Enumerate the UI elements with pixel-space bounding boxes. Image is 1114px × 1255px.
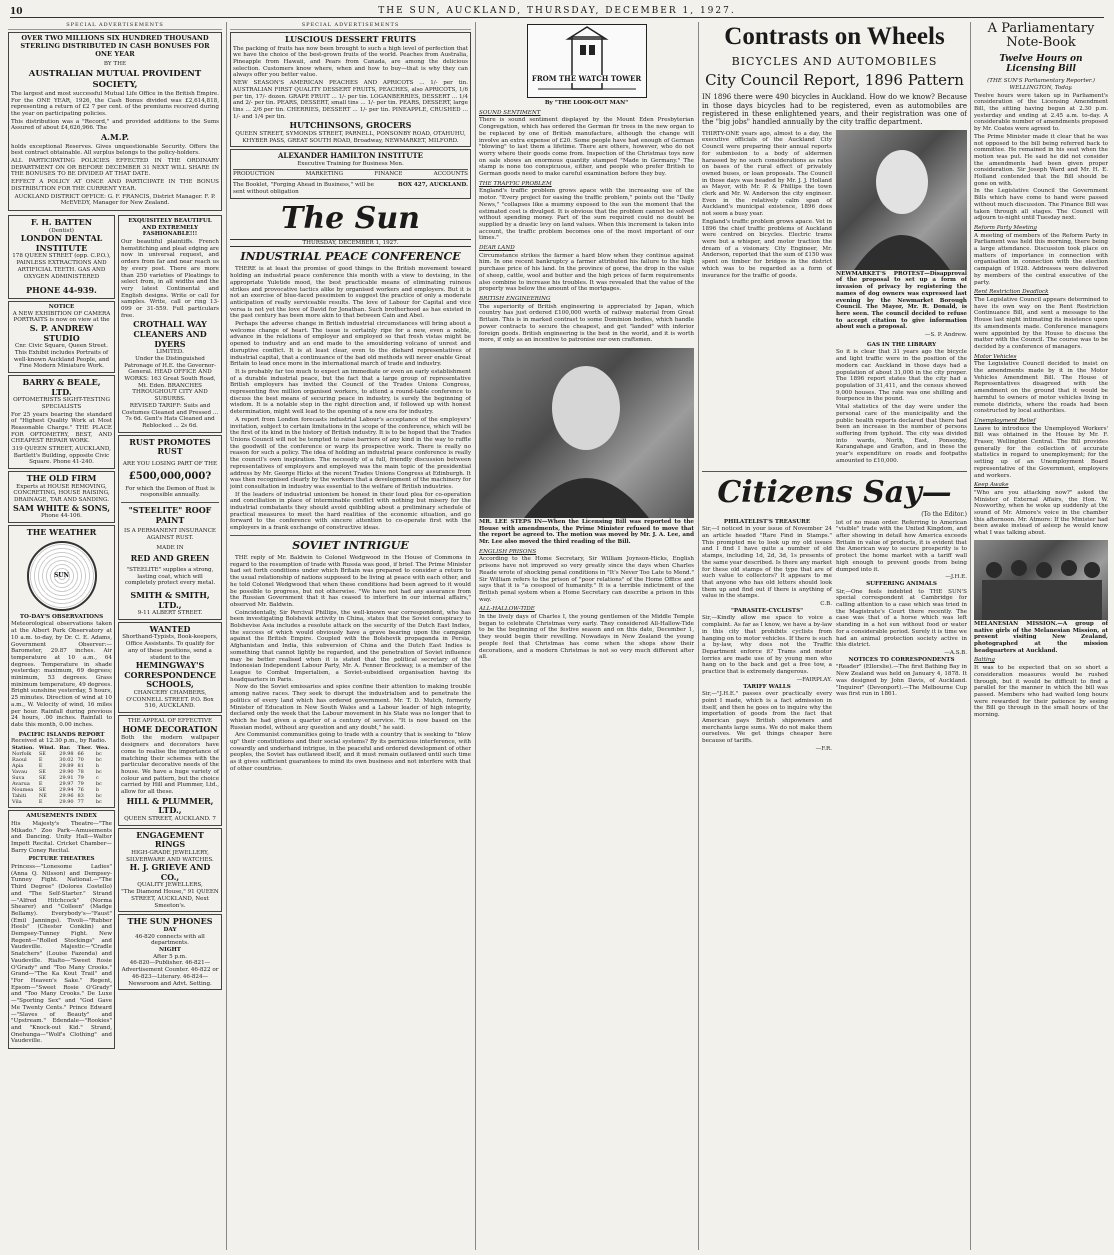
column-watch-tower	[479, 22, 694, 1250]
pacific-cell: Norfolk	[12, 751, 32, 758]
barry-body: For 25 years bearing the standard of "Highest Quality Work at Most Reasonable Charge." THE PLACE FOR OPTOMETRY, BEST, AND CHEAPEST REPAIR WORK.	[11, 411, 112, 445]
feature-body-d: Vital statistics of the day were under the personal care of the municipality and the public health reports declared that there had been an increase in the number of persons suffering from typhoid. The city was divided into wards, North, East, Ponsonby, Karangahape and Grafton, and in these the year's expenditure on roads and footpaths amounted to £10,000.	[836, 404, 967, 464]
photo-mr-lee	[479, 348, 694, 518]
parl-para-1: Twelve hours were taken up in Parliament's consideration of the Licensing Amendment Bill, the sitting having begun at 2.30 p.m. yesterday and ending at 2.45 a.m. to-day. A considerable number of amendments proposed by Mr. Coates were agreed to.	[974, 92, 1108, 133]
pacific-cell: 29.97	[59, 781, 74, 788]
watch-tower-logo	[527, 24, 647, 98]
andrew-studio-name: S. P. ANDREW STUDIO	[29, 322, 94, 343]
rust-question: ARE YOU LOSING PART OF THE	[122, 460, 218, 467]
pacific-cell: bc	[95, 757, 102, 764]
phones-title: THE SUN PHONES	[127, 916, 213, 927]
tower-label: FROM THE WATCH TOWER	[528, 75, 646, 83]
parl-para-8: "Who are you attacking now?" asked the Minister of External Affairs, the Hon. W. Nosworthy, when he woke up suddenly at the sound of Mr. Atmore's voice in the chamber this afternoon. Mr. Atmore: If the Minister had been awake instead of asleep he would know what I was talking about.	[974, 489, 1108, 537]
amp-para-3: holds exceptional Reserves. Gives unquestionable Security. Offers the best contract obtainable. All surplus belongs to the policy-holders.	[11, 143, 219, 157]
citizens-say-title: Citizens Say—	[717, 475, 952, 511]
parliament-dateline: (THE SUN'S Parliamentary Reporter.) WELLINGTON, Today.	[987, 78, 1095, 91]
pacific-cell: Tahiti	[12, 793, 27, 800]
pacific-header-cell: Wea.	[95, 745, 110, 752]
pacific-cell: E	[38, 781, 43, 788]
weather-title: THE WEATHER	[26, 527, 97, 538]
letter-3-body: Sir,—"J.H.E." passes over practically every point I made, which is a fact admission in itself, and then he goes on to inquire why the importation of goods from the fact that American pays British shipowners and merchants large sums. We do not make them ourselves. We get things cheaper here because of tariffs.	[702, 691, 832, 745]
para-traffic-problem: England's traffic problem grows apace with the increasing use of the motor. "Every project for easing the traffic problem," points out the "Daily News," "collapses like a mummy exposed to the sun the moment that the estimated cost is divulged. It is obvious that the problem cannot be solved without spending money. Part of the sum required could no doubt be supplied by a drastic levy on land values. When this increment is taken into account, the traffic problem becomes one of the most important of our times."	[479, 188, 694, 242]
amusements-box	[8, 810, 115, 1049]
phones-night: NIGHT	[159, 947, 181, 953]
amusements-title: AMUSEMENTS INDEX	[26, 813, 97, 820]
editorial-1-paragraph: THERE is at least the promise of good things in the British movement toward holding an industrial peace conference this month with a view to devising, in the appropriate Yuletide mood, the best practicable means of eliminating ruinous strikes and provocative tactics alike by organised workers and employers. But it is not an exercise of blue-faced pessimism to suggest the practice of only a moderate anticipation of really serviceable results. The love of Labour for Capital and vice versa is not yet the love of David for Jonathan. Such brotherhood as has existed in the past century has been more akin to that between Cain and Abel.	[230, 266, 471, 320]
oldfirm-advert	[8, 471, 115, 523]
parliament-title: A Parliamentary Note-Book	[987, 22, 1095, 51]
sub-dear-land: DEAR LAND	[479, 245, 515, 252]
alex-box: BOX 427, AUCKLAND.	[398, 182, 468, 189]
editorial-2-paragraph: THE reply of Mr. Baldwin to Colonel Wedgwood in the House of Commons in regard to the resumption of trade with Russia was good, if brief. The Prime Minister had set forth conditions under which Britain was prepared to consider a return to the usual relationship of nations supposed to be living at peace with each other, and he told Colonel Wedgwood that when these conditions had been agreed to it would be possible to progress, but not otherwise. "We have not had any assurance from the Russian Government that it has ceased to interfere in our internal affairs," observed Mr. Baldwin.	[230, 555, 471, 608]
column-rule	[970, 22, 971, 1250]
alex-cell: FINANCE	[374, 171, 403, 178]
column-rule	[226, 22, 227, 1250]
amp-headline: OVER TWO MILLIONS SIX HUNDRED THOUSAND STERLING DISTRIBUTED IN CASH BONUSES FOR ONE YEAR	[20, 34, 210, 58]
pictures-body: Princess—"Lonesome Ladies" (Anna Q. Nilsson) and Dempsey-Tunney Fight. National.—"The Third Degree" (Dolores Costello) and "The Self-Starter." Strand—"Alfred Hitchcock" (Norma Shearer) and "Colleen" (Madge Bellamy). Everybody's—"Faust" (Emil Jannings). Tivoli—"Rubber Heels" (Chester Conklin) and Dempsey-Tunney Fight. New Regent—"Rolled Stockings" and Vaudeville. Majestic—"Cradle Snatchers" (Louise Fazenda) and Vaudeville. Rialto—"Sweet Rosie O'Grady" and "Too Many Crooks." Grand—"The Ka Kout Trail" and "For Heaven's Sake." Regent, Epsom—"Sweet Rosie O'Grady" and "Too Many Crooks." De Luxe—"Sporting Sex" and "God Gave Me Twenty Cents." Prince Edward—"Slaves of Beauty" and "Upstream." Edendale—"Rookies" and "Knock-out Kid." Strand, Onehunga—"Wolf's Clothing" and Vaudeville.	[11, 864, 112, 1045]
batten-advert	[8, 215, 115, 299]
alex-cell: ACCOUNTS	[433, 171, 468, 178]
alex-booklet: The Booklet, "Forging Ahead in Business," will be sent without obligation	[233, 182, 374, 195]
andrew-tail: Cnr. Civic Square, Queen Street. This Exhibit includes Portraits of well-known Auckland People, and Fine Modern Miniature Work.	[13, 343, 110, 370]
letter-5-title: NOTICES TO CORRESPONDENTS	[848, 656, 955, 663]
column-feature	[702, 22, 967, 1250]
photo-newmarket-credit: —S. P. Andrew.	[924, 332, 967, 339]
editorial-2-title: SOVIET INTRIGUE	[292, 538, 409, 552]
batten-phone: PHONE 44-939.	[26, 285, 97, 296]
pacific-cell: 83	[77, 793, 84, 800]
grieve-sub: QUALITY JEWELLERS,	[137, 882, 203, 889]
rust-advert	[118, 435, 222, 620]
photo-newmarket-mayor	[836, 130, 967, 270]
tower-illustration	[528, 25, 646, 97]
sub-sound-sentiment: SOUND SENTIMENT	[479, 109, 541, 116]
letter-4-body: Sir,—One feels indebted to THE SUN'S special correspondent at Cambridge for calling attention to a case which was tried in the Magistrate's Court there recently. The case was that of a horse which was left standing in a hot sun without food or water for a considerable period. Surely it is time we had an animal protection society active in this district.	[836, 588, 967, 649]
letter-3-sign: —F.R.	[815, 745, 832, 752]
grieve-advert	[118, 828, 222, 913]
white-name: SAM WHITE & SONS,	[12, 502, 111, 513]
editorial-2-paragraph: Are Communist communities going to trade with a country that is seeking to "blow up" their constitutions and their social systems? By its pernicious interference, with cowardly and underhand intrigue, in the peaceful and ordered development of other peoples, the Soviet has outlawed itself, and it must remain outlawed until such time as it gives sufficient guarantees to mind its own business and not interfere with that of other countries.	[230, 732, 471, 772]
parl-para-9: It was to be expected that on so short a consideration measures would be rushed through, but it would be difficult to find a parallel for the manner in which the bill was passed. Members who had waited long hours were rewarded for their patience by seeing the Bill go through in the small hours of the morning.	[974, 665, 1108, 719]
amp-para-1: The largest and most successful Mutual Life Office in the British Empire. For the ONE YEAR, 1926, the Cash Bonus divided was £2,614,818, representing a return of £2 7 per cent. of the premiums received during the year on participating policies.	[11, 90, 219, 117]
tower-byline: By "THE LOOK-OUT MAN"	[544, 100, 629, 106]
pacific-cell: 76	[77, 787, 84, 794]
amp-para-6: AUCKLAND DISTRICT OFFICE: G. F. FRANCIS, District Manager. F. P. McEVEDY, Manager for New Zealand.	[14, 193, 216, 207]
column-rule	[698, 22, 699, 1250]
pacific-cell: Noumea	[12, 787, 34, 794]
barry-address: 319 QUEEN STREET, AUCKLAND, Bartlett's Building, opposite Civic Square. Phone 41-240.	[12, 446, 111, 466]
pacific-cell: E	[38, 799, 43, 806]
home-body: Both the modern wallpaper designers and decorators have come to realise the importance of matching their schemes with the particular decorative needs of the house. We have a huge variety of colour and pattern, but the choice carried by Hill and Plummer, Ltd., allow for all these.	[121, 735, 219, 796]
phones-night-sub: After 5 p.m.	[153, 953, 187, 960]
para-sound-sentiment: There is sound sentiment displayed by the Mount Eden Presbyterian Congregation, which has ordered the German fir trees in the new organ to be replaced by one of British manufacture, although the change will involve an extra expense of £20. Some people have had enough of German "blowing" to last them a lifetime. There are others, however, who do not worry where their goods come from. Inspection of the Christmas toys now on sale shows an enormous quantity stamped "Made in Germany." The stamp is none too conspicuous, either, and people who prefer British to German goods need to make careful examination before they buy.	[479, 117, 694, 178]
phones-day: DAY	[163, 926, 177, 933]
crothall-body: Our beautiful plaintiffs. French hemstitching and pleat edging are now in universal request, and orders from far and near reach us by every post. There are more than 250 varieties of Pleatings to select from, in all widths and the very latest Continental and English designs. Write or call for samples. Write, call or ring 13-099 or 31-559. Full particulars free.	[121, 239, 219, 319]
crothall-name: CROTHALL WAY CLEANERS AND DYERS	[133, 319, 207, 349]
editorial-1-body	[230, 266, 471, 531]
parl-para-2: The Prime Minister made it clear that he was not opposed to the bill being referred back to committee. He remained in his seat when the motion was put. He said he did not consider the amendments had been given proper consideration. Sir Joseph Ward and Mr. H. E. Holland contended that the Bill should be gone on with.	[974, 133, 1108, 187]
pacific-cell: Vavau	[12, 769, 28, 776]
pacific-cell: 29.89	[59, 763, 74, 770]
pacific-cell: bc	[95, 781, 102, 788]
pacific-cell: E	[38, 757, 43, 764]
engagement-title: ENGAGEMENT RINGS	[136, 829, 204, 850]
fruit-title: LUSCIOUS DESSERT FRUITS	[284, 34, 417, 44]
column-advertisements-left	[8, 22, 222, 1250]
parl-sub-motor: Motor Vehicles	[974, 353, 1017, 360]
feature-headline: Contrasts on Wheels	[724, 23, 945, 50]
editorial-1-paragraph: A report from London forecasts industrial Labour's acceptance of the employers' invitation, subject to certain limitations in the scope of the conference, which will be the first of its kind in the history of British industry. It is to be hoped that the Trades Unions Council will not be tempted to raise barriers of any kind in the way to ruffle the goodwill of the conference or warp its prospective work. There is really no reason for such a policy. The idea of holding an industrial peace conference is really the council's own inspiration. The necessity of a full, friendly discussion between representatives of employers and employed was the main topic of the presidential address by Mr. George Hicks at the recent Trades Unions Congress at Edinburgh. It was then recognised clearly by the workers that a development of the machinery for joint consultation in industry was essential to the welfare of British industries.	[230, 416, 471, 490]
smith-name: SMITH & SMITH, LTD.,	[130, 590, 210, 610]
photo-lee-caption: MR. LEE STEPS IN—When the Licensing Bill was reported to the House with amendments, the Prime Minister refused to move that the report be agreed to. The motion was moved by Mr. J. A. Lee, and Mr. Lee also moved the third reading of the Bill.	[479, 518, 694, 546]
editorial-2-paragraph: Now do the Soviet emissaries and spies confine their attention to making trouble among native races. They seek to disrupt the industrialism and to penetrate the politics of every land which has ordered government. Mr. T. D. Mutch, formerly Minister of Education in New South Wales and a Labour leader of high integrity, declared only the week that the Labour movement in his State was no longer that to which he had given a quarter of a century of service. "It is now based on the Russian model, without any question and any doubt," he said.	[230, 684, 471, 731]
parl-para-6: The Legislative Council decided to insist on the amendments made by it in the Motor Vehicles Amendment Bill. The House of Representatives disagreed with the amendment on the ground that it would be harmful to owners of motor vehicles living in remote districts, where the roads had been constructed by local authorities.	[974, 361, 1108, 415]
letter-2-body: Sir,—Kindly allow me space to voice a complaint. As far as I know, we have a by-law in this city that prohibits cyclists from hanging on to motor vehicles. If there is such a by-law, why does not the Traffic Department enforce it? Trams and motor lorries are made use of by young men who hang on to the back and get a free tow, a practice that is extremely dangerous.	[702, 615, 832, 676]
portrait-silhouette	[836, 130, 967, 270]
steelite-line-3: RED AND GREEN	[130, 553, 210, 564]
crothall-patron: Under the Distinguished Patronage of H.E. the Governor-General. HEAD OFFICE AND WORKS: 163 Great South Road, Mt. Eden. BRANCHES THROUGHOUT CITY AND SUBURBS.	[124, 355, 216, 403]
fruit-firm: HUTCHINSONS, GROCERS	[289, 120, 412, 131]
pacific-cell: 78	[77, 769, 84, 776]
pacific-intro: Received at 12.30 p.m., by Radio.	[11, 738, 107, 745]
pacific-cell: Suva	[12, 775, 25, 782]
letter-3-title: TARIFF WALLS	[743, 683, 791, 690]
pacific-cell: 81	[77, 763, 84, 770]
phones-day-line: 46-820 connects with all departments.	[135, 933, 205, 947]
engagement-sub: HIGH-GRADE JEWELLERY, SILVERWARE AND WATCHES.	[126, 849, 214, 863]
pacific-cell: NE	[38, 793, 47, 800]
pacific-cell: E	[38, 763, 43, 770]
feature-lede: IN 1896 there were 490 bicycles in Auckland. How do we know? Because in those days bicycles had to be registered, even as automobiles are registered in these enlightened years, and their registration was one of the "big jobs" handled annually by the city traffic department.	[702, 93, 967, 127]
crothall-sub: LIMITED.	[156, 349, 184, 356]
letter-1-sign: C.B.	[820, 601, 832, 608]
barry-advert	[8, 375, 115, 469]
sun-logo: The Sun	[281, 200, 420, 236]
pacific-cell: b	[95, 763, 100, 770]
pacific-cell: Raoul	[12, 757, 27, 764]
alexander-advert	[230, 149, 471, 198]
amp-para-2: This distribution was a "Record," and provided additions to the Sums Assured of about £4,626,966. The	[11, 118, 219, 132]
home-appeal: THE APPEAL OF EFFECTIVE	[127, 718, 213, 725]
pacific-cell: Vila	[12, 799, 22, 806]
rust-title: RUST PROMOTES RUST	[129, 436, 211, 457]
para-all-hallow-tide: In the lively days of Charles I, the young gentlemen of the Middle Temple began to celebrate Christmas very early. They considered All-Hallow-Tide to be the beginning of the festive season and on this date, December 1, they would begin their revelling. Nowadays in New Zealand the young people feel that Christmas has come when the shops show their decorations, and a modern Christmas is not so very much different after all.	[479, 614, 694, 661]
pacific-cell: 29.98	[59, 751, 74, 758]
steelite-line-2: MADE IN	[156, 544, 184, 551]
photo-melanesian-caption: MELANESIAN MISSION.—A group of native girls of the Melanesian Mission, at present visiting New Zealand, photographed at the mission headquarters at Auckland.	[974, 620, 1108, 654]
barry-name: BARRY & BEALE, LTD.	[22, 376, 101, 397]
column-editorial	[230, 22, 471, 1250]
pacific-cell: bc	[95, 793, 102, 800]
pacific-cell: 70	[77, 757, 84, 764]
pacific-header-cell: Bar.	[59, 745, 71, 752]
left-subcolumn	[8, 213, 115, 1051]
phones-night-lines: 46-820—Publisher. 46-821—Advertisement Counter. 46-822 or 46-823—Literary. 46-824—Newsroom and Advt. Setting.	[121, 960, 219, 987]
andrew-advert	[8, 301, 115, 373]
parl-sub-rent: Rent Restriction Deadlock	[974, 289, 1049, 296]
sun-date: THURSDAY, DECEMBER 1, 1927.	[230, 239, 471, 248]
alex-sub: Executive Training for Business Men.	[297, 160, 404, 167]
amp-name: AUSTRALIAN MUTUAL PROVIDENT SOCIETY,	[28, 69, 202, 90]
pacific-cell: bc	[95, 769, 102, 776]
editorial-2-paragraph: Coincidentally, Sir Percival Phillips, the well-known war correspondent, who has been investigating Bolshevik activity in China, states that the Soviet conspiracy to Bolshevise Asia includes a resolute attack on the security of the Dutch East Indies, the success of which would obviously have a grave bearing upon the campaign against the British Empire. Coupled with the Bolshevik propaganda in Persia, Afghanistan and India, this subversion of China and the Dutch East Indies is something that cannot lightly be regarded, and the penetration of Soviet influence may be better realised when it is stated that the political secretary of the Indonesian Independent Labour Party, Mr. A. Fenner Brockway, is a member of the League to Combat Imperialism, a Soviet-subsidised organisation having its headquarters in Paris.	[230, 609, 471, 683]
steelite-title: "STEELITE" ROOF PAINT	[128, 505, 212, 525]
pacific-title: PACIFIC ISLANDS REPORT	[18, 731, 105, 738]
fruit-items: NEW SEASON'S AMERICAN PEACHES AND APRICOTS ... 1/- per tin. AUSTRALIAN FIRST QUALITY DESSERT FRUITS, PEACHES, also APRICOTS, 1/6 per tin, 17/- dozen. GRAPE FRUIT ... 1/- per tin. LOGANBERRIES, DESSERT ... 1/4 and 2/- per tin. PEARS, DESSERT, small tins ... 1/- per tin. PEARS, DESSERT, large tins ... 2/6 per tin. CHERRIES, DESSERT ... 1/- per tin. PINEAPPLE, CRUSHED ... 1/- and 1/4 per tin.	[233, 80, 468, 120]
amusements-body: His Majesty's Theatre—"The Mikado." Zoo Park—Amusements and Dancing. Unity Hall—Walter Impett Recital. Cricket Chamber—Barry Coney Recital.	[11, 820, 112, 854]
letter-1-title: PHILATELIST'S TREASURE	[723, 518, 811, 525]
editorial-1-paragraph: Perhaps the adverse change in British industrial circumstances will bring about a welcome change of heart. The issue is certainly ripe for a new, even a noble, advance in the relations of employer and employed so that fresh vistas might be opened to industry and an end made to the smouldering volcano of unrest and disruptive conflict. It is at least clear, even to the diehard representatives of industrial capital, that a continuance of the bad old methods will never enable Great Britain to lead once more in the international march of trade and industry.	[230, 321, 471, 368]
alex-cell: PRODUCTION	[233, 171, 275, 178]
obs-body: Meteorological observations taken at the Albert Park Observatory at 10 a.m. to-day, by Dr. C. E. Adams, Government Observer:— Barometer, 29.87 inches. Air temperature at 10 a.m., 64 degrees. Temperature in shade yesterday: maximum, 69 degrees; minimum, 53 degrees. Grass minimum temperature, 49 degrees. Bright sunshine yesterday, 5 hours, 25 minutes. Direction of wind at 10 a.m., W. Velocity of wind, 16 miles per hour. Rainfall during previous 24 hours, .00 inches. Rainfall to date this month, 0.00 inches.	[11, 621, 112, 728]
obs-title: TO-DAY'S OBSERVATIONS	[19, 613, 104, 620]
photo-newmarket-caption: NEWMARKET'S PROTEST—Disapproval of the proposal to set up a form of invasion of privacy by registering the names of dog owners was expressed last evening by the Newmarket Borough Council. The Mayor, Mr. R. Donald, is here seen. The council decided to refuse to accept citation to give information about such a proposal.	[836, 270, 967, 331]
wanted-title: WANTED	[149, 623, 191, 634]
barry-sub: OPTOMETRISTS SIGHT-TESTING SPECIALISTS	[13, 397, 110, 410]
pacific-cell: 30.02	[59, 757, 74, 764]
para-english-prisons: According to the Home Secretary, Sir William Joynson-Hicks, English prisons have not improved so very greatly since the days when Charles Reade wrote of shocking penal conditions in "It's Never Too Late to Mend." Sir William refers to the prison of "poor relations" of the Home Office and says that it is "a cesspool of humanity." It is a terrible indictment of the British penal system when a Home Secretary can describe a prison in this way.	[479, 556, 694, 603]
group-photo-silhouettes	[974, 540, 1108, 620]
pacific-header-cell: Station.	[12, 745, 35, 752]
feature-body-a: THIRTY-ONE years ago, almost to a day, the executive officials of the Auckland City Council were preparing their annual reports for submission to a body of aldermen harassed by no such considerations as rates on bases of the rural effect of privately owned buses, or loan proposals. The Council in those days was headed by Mr. J. J. Holland as Mayor, with Mr. P. & Phillips the town clerk and Mr. W. Anderson the city engineer. Even in the relatively calm span of Auckland's municipal existence, 1896 does not seem a busy year.	[702, 130, 832, 218]
letter-4-sign: —A.S.B.	[944, 649, 967, 656]
page-number: 10	[10, 7, 23, 17]
letter-5-body: "Reader" (Ellerslie).—The first Bathing Bay in New Zealand was held on January 4, 1878. It was designed by John Davis, of Auckland. "Inquirer" (Devonport).—The Melbourne Cup was first run in 1861.	[836, 664, 967, 698]
weather-emblem	[27, 541, 97, 611]
wanted-body: Shorthand-Typists, Book-keepers, Office Assistants. To qualify for any of these positions, send a student to the	[122, 634, 218, 661]
pacific-header-cell: Ther.	[77, 745, 92, 752]
portrait-silhouette	[479, 348, 694, 518]
smith-address: 9-11 ALBERT STREET.	[137, 610, 203, 617]
parl-para-4: A meeting of members of the Reform Party in Parliament was held this morning, there being a large attendance. Discussion took place on matters of importance in connection with organisation in connection with the election campaign of 1928. Addresses were delivered by members of the central executive of the party.	[974, 232, 1108, 286]
pacific-cell: SE	[38, 787, 46, 794]
column-parliament	[974, 22, 1108, 1250]
alex-cell: MARKETING	[305, 171, 344, 178]
sun-phones-box	[118, 914, 222, 990]
oldfirm-name: THE OLD FIRM	[26, 473, 97, 484]
pacific-cell: 79	[77, 775, 84, 782]
pacific-cell: 29.90	[59, 799, 74, 806]
gas-library-title: GAS IN THE LIBRARY	[866, 341, 937, 348]
parl-sub-reform: Reform Party Meeting	[974, 224, 1037, 231]
feature-body-c: So it is clear that 31 years ago the bicycle and light traffic were in the position of the modern car. Auckland in those days had a population of about 31,000 in the city proper. The 1896 report states that the city had a population of 31,411, and the census showed 9,000 houses. The rate was one shilling and fourpence in the pound.	[836, 349, 967, 403]
steelite-line-1: IS A PERMANENT INSURANCE AGAINST RUST.	[123, 528, 216, 541]
fruit-address: QUEEN STREET, SYMONDS STREET, PARNELL, PONSONBY ROAD, OTAHUHU, KHYBER PASS, GREAT SOUTH ROAD, Broadway, NEWMARKET, MILFORD.	[235, 130, 466, 144]
letter-m1-sign: —J.H.E.	[945, 574, 967, 581]
batten-name: F. H. BATTEN	[30, 216, 93, 227]
fruit-body: The packing of fruits has now been brought to such a high level of perfection that we have the choice of the best-grown fruits of the world. Peaches from Australia, Pineapple from Hawaii, and Pears from Canada, are among the delicious selection. Customers know where, when and how to buy—that is why they can always offer you better value.	[233, 45, 468, 79]
oldfirm-body: Experts at HOUSE REMOVING, CONCRETING, HOUSE RAISING, DRAINAGE, TAR AND SANDING.	[13, 483, 110, 504]
sub-english-prisons: ENGLISH PRISONS	[479, 548, 537, 555]
andrew-notice: NOTICE	[48, 303, 75, 310]
editorial-2-body	[230, 555, 471, 773]
pacific-cell: SE	[38, 751, 46, 758]
letter-1-body: Sir,—I noticed in your issue of November 24 an article headed "Rare Find in Stamps." This prompted me to look up my old issues and I find I have quite a number of old stamps, including 1d, 2d, 3d, 1s presents of the same year described. Is there any market for these old stamps of the type that are of such value to collectors? It appears to me that anyone who has old letters should look them up and find out if there is anything of value in the stamps.	[702, 526, 832, 600]
pacific-row	[11, 799, 112, 805]
section-label: SPECIAL ADVERTISEMENTS	[8, 22, 222, 30]
pacific-cell: SE	[38, 769, 46, 776]
rust-tail: For which the Demon of Rust is responsible annually.	[125, 485, 215, 499]
parl-sub-unemployment: Unemployment Relief	[974, 417, 1036, 424]
pacific-cell: 79	[77, 781, 84, 788]
right-subcolumn	[118, 213, 222, 1051]
parl-sub-batting: Batting	[974, 657, 995, 664]
feature-headline-2: City Council Report, 1896 Pattern	[705, 71, 964, 90]
para-british-engineering: The superiority of British engineering is appreciated by Japan, which country has just ordered £100,000 worth of railway material from Great Britain. This is in marked contrast to some Dominion bodies, which handle power contracts to secure the cheapest, and get "landed" with inferior foreign goods. British engineering is the best in the world, and it is worth more, if only as an incentive to patronise our own craftsmen.	[479, 303, 694, 344]
amp-advert	[8, 32, 222, 211]
grieve-name: H. J. GRIEVE AND CO.,	[129, 862, 211, 882]
white-phone: Phone 44-106.	[41, 513, 82, 520]
batten-sub: (Dentist)	[49, 227, 74, 234]
pictures-title: PICTURE THEATRES	[28, 856, 95, 863]
pacific-cell: 66	[77, 751, 84, 758]
amp-para-4: ALL PARTICIPATING POLICIES EFFECTED IN THE ORDINARY DEPARTMENT ON OR BEFORE DECEMBER 31 NEXT WILL SHARE IN THE BONUSES TO BE DIVIDED AT THAT DATE.	[11, 158, 219, 178]
pacific-cell: b	[95, 787, 100, 794]
pacific-cell: bc	[95, 799, 102, 806]
rust-amount: £500,000,000?	[128, 470, 212, 482]
sub-british-engineering: BRITISH ENGINEERING	[479, 295, 551, 302]
crothall-head: EXQUISITELY BEAUTIFUL AND EXTREMELY FASHIONABLE!!!	[128, 217, 212, 238]
pacific-cell: c	[95, 775, 99, 782]
pacific-header-cell: Wind.	[38, 745, 56, 752]
sub-all-hallow-tide: ALL-HALLOW-TIDE	[479, 606, 535, 613]
section-label: SPECIAL ADVERTISEMENTS	[230, 22, 471, 30]
pacific-cell: Avarua	[12, 781, 30, 788]
masthead	[10, 6, 1104, 18]
parliament-subtitle: Twelve Hours on Licensing Bill	[999, 53, 1083, 75]
batten-institute: LONDON DENTAL INSTITUTE	[20, 233, 103, 253]
pacific-cell: 29.96	[59, 793, 74, 800]
weather-box	[8, 525, 115, 808]
editorial-1-paragraph: It is probably far too much to expect an immediate or even an early establishment of a durable industrial peace, but the fact that a large group of representative British employers has invited the Council of the Trades Unions Congress, representing five million organised workers, to attend a round-table conference to discuss the best means of securing peace in industry, is surely the beginning of wisdom. It is a notable step in the right direction and, if followed up with honest determination, might well lead to the opening of a new era for industry.	[230, 368, 471, 416]
column-rule	[475, 22, 476, 1250]
hemingway-address: CHANCERY CHAMBERS, O'CONNELL STREET. P.O. Box 516, AUCKLAND.	[126, 690, 214, 710]
feature-body-b: England's traffic problem grows apace. Vet in 1896 the chief traffic problems of Auckland were centred on bicycles. Electric trams were but a whisper, and motor traction the dream of a visionary. City Engineer, Mr. Anderson, reported that the sum of £150 was spent on timber for bridges in the district which was to be regarded as a form of insurance for the traffic of goods.	[702, 218, 832, 279]
home-title: HOME DECORATION	[122, 723, 218, 734]
pacific-cell: Apia	[12, 763, 24, 770]
letter-4-title: SUFFERING ANIMALS	[866, 580, 937, 587]
para-dear-land: Circumstance strikes the farmer a hard blow when they continue against him. In one recent bankruptcy a farmer attributed his failure to the high purchase price of his land. In the province of gorse, the drop in the value of sheep, cattle, wool and butter and the high prices of farm requirements also combine to increase his troubles. It was revealed that the value of the property was below the amount of the mortgages.	[479, 252, 694, 293]
alex-title: ALEXANDER HAMILTON INSTITUTE	[278, 151, 423, 161]
masthead-title: THE SUN, AUCKLAND, THURSDAY, DECEMBER 1, 1927.	[378, 6, 736, 16]
feature-subhead: BICYCLES AND AUTOMOBILES	[731, 55, 938, 68]
alex-cells	[233, 169, 468, 180]
hemingway-advert	[118, 622, 222, 713]
pacific-table	[11, 745, 112, 805]
letter-2-title: "PARASITE-CYCLISTS"	[730, 607, 804, 614]
sub-traffic-problem: THE TRAFFIC PROBLEM	[479, 180, 552, 187]
letter-m1-body: lot of no mean order. Referring to American "visible" trade with the United Kingdom, and after showing in detail how America exceeds Britain in value of products, it is evident that the American way to secure prosperity is to protect the home market with a tariff wall high enough to prevent goods from being dumped into it.	[836, 519, 967, 573]
editorial-1-title: INDUSTRIAL PEACE CONFERENCE	[240, 250, 461, 264]
pacific-cell: 29.90	[59, 769, 74, 776]
parl-para-5: The Legislative Council appears determined to have its own way on the Rent Restriction Continuance Bill, and sent a message to the House last night intimating its insistence upon its amendments made. Conference managers were appointed by the House to discuss the matter with the Council. The course was to be decided by a conference of managers.	[974, 296, 1108, 350]
letter-2-sign: —FAIRPLAY.	[796, 676, 832, 683]
weather-emblem-text: SUN	[53, 572, 70, 580]
amp-by: BY THE	[103, 60, 127, 67]
steelite-line-4: "STEELITE" supplies a strong, lasting coat, which will completely protect every metal.	[124, 566, 216, 587]
parl-sub-keep-awake: Keep Awake	[974, 482, 1009, 489]
fruit-advert	[230, 32, 471, 147]
crothall-tariff: REVISED TARIFF: Suits and Costumes Cleaned and Pressed ... 7s 6d. Gent's Hats Cleaned and Reblocked ... 2s 6d.	[121, 402, 219, 429]
hill-advert	[118, 715, 222, 826]
pacific-cell: 77	[77, 799, 84, 806]
hill-name: HILL & PLUMMER, LTD.,	[126, 795, 214, 816]
grieve-address: "The Diamond House," 91 QUEEN STREET, AUCKLAND, Next Smeeton's.	[121, 889, 219, 909]
pacific-cell: 29.94	[59, 787, 74, 794]
pacific-cell: SE	[38, 775, 46, 782]
pacific-cell: bc	[95, 751, 102, 758]
pacific-cell: 29.91	[59, 775, 74, 782]
crothall-advert	[118, 215, 222, 433]
hill-address: QUEEN STREET, AUCKLAND. 7	[124, 816, 216, 822]
hemingway-name: HEMINGWAY'S CORRESPONDENCE SCHOOLS,	[124, 660, 216, 690]
batten-lines: 178 QUEEN STREET (opp. C.P.O.), PAINLESS EXTRACTIONS AND ARTIFICIAL TEETH. GAS AND OXYGEN ADMINISTERED	[12, 253, 111, 280]
parl-para-7: Leave to introduce the Unemployed Workers' Bill was obtained in the House by Mr. F. Fraser, Wellington Central. The Bill provides generally for the collection of accurate statistics in regard to unemployment; for the setting up of an Unemployment Board representative of the Government, employers and workers.	[974, 425, 1108, 479]
editorial-1-paragraph: If the leaders of industrial unionism be honest in their loud plea for co-operation and conciliation in place of interminable conflict with nothing but misery for the industrial combatants they should avoid quibbling about a preliminary schedule of practical measures to meet the hard realities of the economic situation, and go forward to the conference with sincere attention to co-operate first with the employers in a frank exchange of constructive ideas.	[230, 491, 471, 532]
andrew-lines: A NEW EXHIBITION OF CAMERA PORTRAITS is now on view at the	[12, 310, 111, 324]
amp-para-5: EFFECT A POLICY AT ONCE AND PARTICIPATE IN THE BONUS DISTRIBUTION FOR THE CURRENT YEAR.	[11, 179, 219, 192]
parl-para-3: In the Legislative Council the Government Bills which have come to hand were passed without much discussion. The Finance Bill was taken through all stages. The Council will adjourn to-night until Tuesday next.	[974, 188, 1108, 222]
amp-logo-text: A.M.P.	[100, 132, 130, 143]
photo-melanesian-mission	[974, 540, 1108, 620]
citizens-say-sub: (To the Editor.)	[921, 511, 967, 519]
